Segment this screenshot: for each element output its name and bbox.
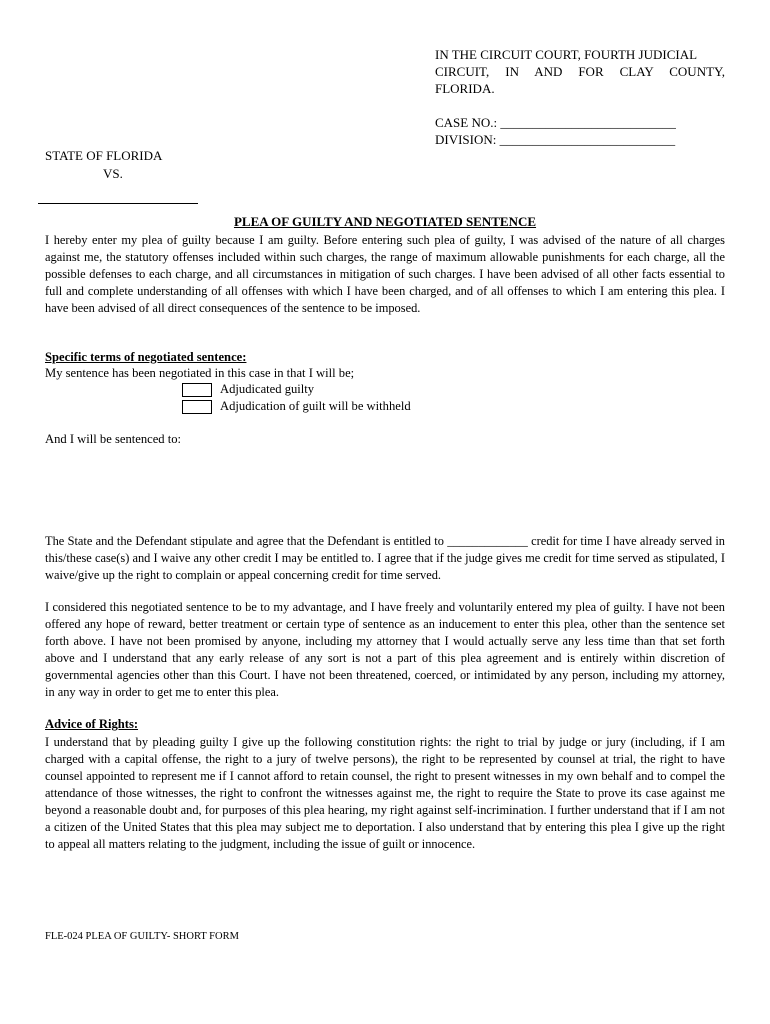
stipulation-paragraph: The State and the Defendant stipulate and agree that the Defendant is entitled to _____________ credit for time I have already served in this/these case(s) and I waive any other credit I may be entitled to. I agree that if the judge gives me credit for time served as stipulated, I waive/give up the right to complain or appeal concerning credit for time served.: [45, 534, 725, 582]
rights-heading: Advice of Rights:: [45, 717, 139, 731]
court-header-line: CIRCUIT, IN AND FOR CLAY COUNTY,: [435, 64, 725, 79]
case-info: [435, 114, 725, 148]
court-header: [435, 46, 725, 97]
plaintiff-name: STATE OF FLORIDA: [45, 148, 163, 163]
option-label: Adjudicated guilty: [220, 382, 315, 396]
court-header-line: FLORIDA.: [435, 81, 495, 96]
versus-label: VS.: [103, 166, 123, 181]
case-number-line: CASE NO.: ___________________________: [435, 115, 676, 130]
parties: [45, 147, 162, 183]
checkbox[interactable]: [182, 400, 212, 414]
advantage-paragraph: I considered this negotiated sentence to be to my advantage, and I have freely and voluntarily entered my plea of guilty. I have not been offered any hope of reward, better treatment or certain type of sentence as an inducement to enter this plea, other than the sentence set forth above. I have not been promised by anyone, including my attorney that I would actually serve any less time than that set forth above and I understand that any early release of any sort is not a part of this plea agreement and is entirely within discretion of governmental agencies other than this Court. I have not been threatened, coerced, or intimidated by any person, including my attorney, in any way in order to get me to enter this plea.: [45, 600, 725, 699]
rights-paragraph: I understand that by pleading guilty I give up the following constitution rights: the right to trial by judge or jury (including, if I am charged with a capital offense, the right to a jury of twelve persons), the right to be represented by counsel at trial, the right to have counsel appointed to represent me if I cannot afford to retain counsel, the right to present witnesses in my own behalf and to compel the attendance of those witnesses, the right to confront the witnesses against me, the right to require the State to prove its case against me beyond a reasonable doubt and, for purposes of this plea hearing, my right against self-incrimination. I further understand that if I am not a citizen of the United States that this plea may subject me to deportation. I also understand that by entering this plea I give up the right to appeal all matters relating to the judgment, including the issue of guilt or innocence.: [45, 735, 725, 851]
court-header-line: IN THE CIRCUIT COURT, FOURTH JUDICIAL: [435, 47, 698, 62]
form-footer: FLE-024 PLEA OF GUILTY- SHORT FORM: [45, 931, 239, 942]
option-adjudicated-guilty[interactable]: [182, 382, 314, 397]
division-line: DIVISION: ___________________________: [435, 132, 676, 147]
terms-heading: Specific terms of negotiated sentence:: [45, 350, 247, 364]
intro-paragraph: I hereby enter my plea of guilty because I am guilty. Before entering such plea of guilty, I was advised of the nature of all charges against me, the statutory offenses included within such charges, the range of maximum allowable punishments for each charge, all the possible defenses to each charge, and all circumstances in mitigation of such charges. I have been advised of all other facts essential to full and complete understanding of all offenses with which I have been charged, and of all offenses to which I am entering this plea. I have been advised of all direct consequences of the sentence to be imposed.: [45, 233, 725, 315]
negotiated-text: My sentence has been negotiated in this case in that I will be;: [45, 366, 355, 380]
option-adjudication-withheld[interactable]: [182, 399, 411, 414]
sentenced-to-text: And I will be sentenced to:: [45, 432, 182, 446]
document-title: PLEA OF GUILTY AND NEGOTIATED SENTENCE: [233, 214, 537, 229]
defendant-name-blank[interactable]: [38, 203, 198, 204]
option-label: Adjudication of guilt will be withheld: [220, 399, 411, 413]
checkbox[interactable]: [182, 383, 212, 397]
